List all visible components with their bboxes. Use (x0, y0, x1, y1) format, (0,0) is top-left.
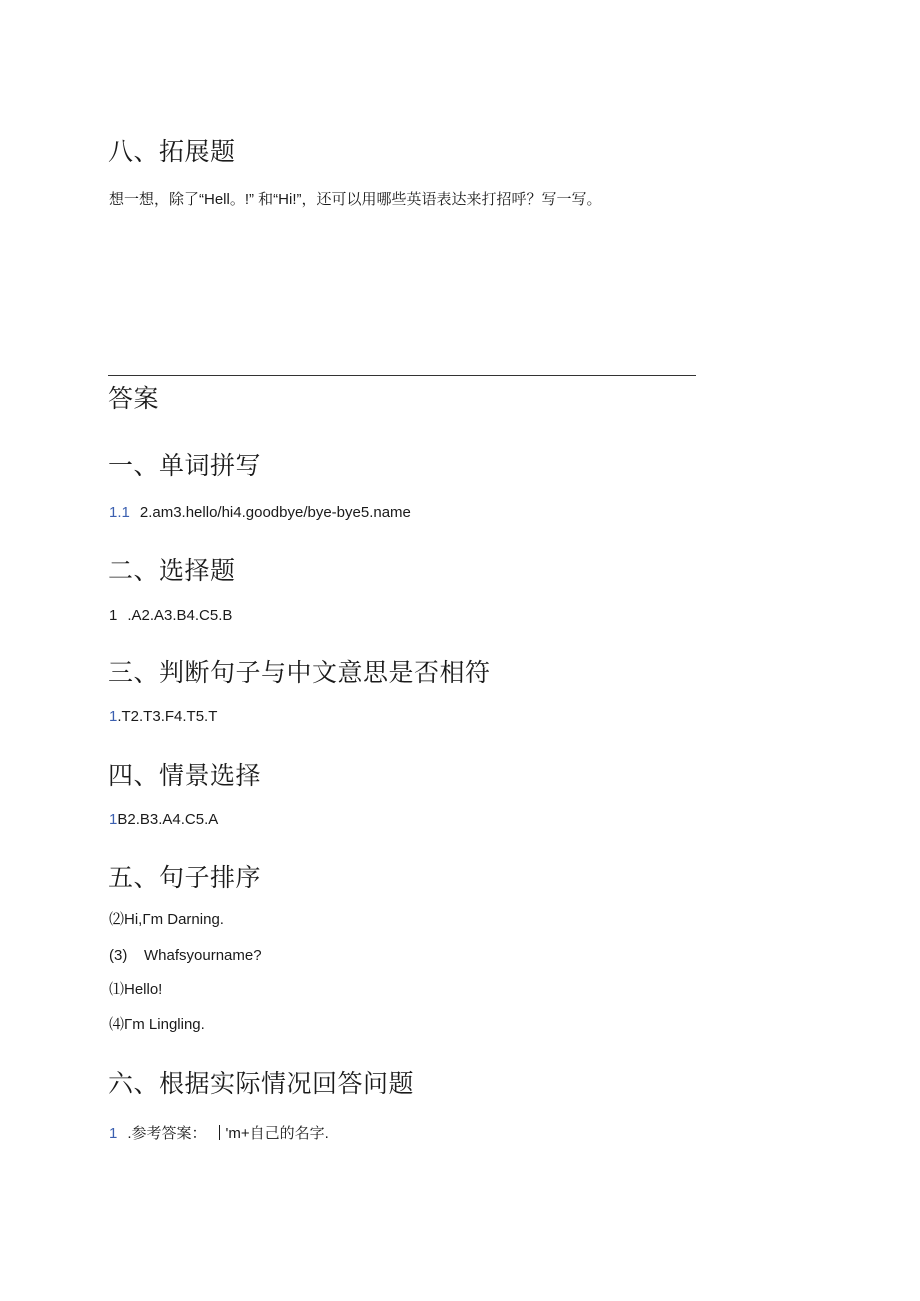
section-heading-word-spelling: 一、单词拼写 (108, 452, 262, 480)
section-heading-situational-choice: 四、情景选择 (108, 762, 262, 790)
answer-line-situational-choice (109, 810, 218, 830)
answer-line-word-spelling (109, 503, 411, 523)
answers-title: 答案 (108, 385, 160, 413)
section-heading-multiple-choice: 二、选择题 (108, 557, 236, 585)
extension-question: 想一想，除了“Hell。!” 和“Hi!”，还可以用哪些英语表达来打招呼？写一写。 (109, 191, 602, 208)
sentence-order-line: (3) Whafsyourname? (109, 947, 262, 964)
sentence-order-line: ⑵Hi,Γm Darning. (109, 911, 224, 928)
answer-number: 1 (109, 1125, 118, 1142)
answer-number: 1.1 (109, 504, 130, 521)
section-heading-true-false: 三、判断句子与中文意思是否相符 (108, 659, 491, 687)
answer-text: B2.B3.A4.C5.A (117, 811, 219, 828)
answer-text: 2.am3.hello/hi4.goodbye/bye-bye5.name (139, 504, 411, 521)
answer-number: 1 (109, 811, 118, 828)
answer-text: .A2.A3.B4.C5.B (127, 607, 233, 624)
answer-number: 1 (109, 607, 118, 624)
sentence-order-line: ⑷Γm Lingling. (109, 1016, 205, 1033)
answer-line-real-answers (109, 1124, 329, 1144)
answer-line-true-false (109, 707, 217, 727)
answer-line-multiple-choice (109, 606, 232, 626)
answer-number: 1 (109, 708, 118, 725)
answer-label: .参考答案： (127, 1125, 207, 1142)
text-bar-mark (219, 1125, 220, 1140)
sentence-order-line: ⑴Hello! (109, 981, 163, 998)
section-divider (108, 375, 696, 376)
answer-text: 'm+自己的名字. (225, 1125, 329, 1142)
section-heading-sentence-order: 五、句子排序 (108, 864, 262, 892)
section-heading-real-answers: 六、根据实际情况回答问题 (108, 1070, 415, 1098)
answer-text: .T2.T3.F4.T5.T (117, 708, 218, 725)
extension-heading: 八、拓展题 (108, 138, 236, 166)
